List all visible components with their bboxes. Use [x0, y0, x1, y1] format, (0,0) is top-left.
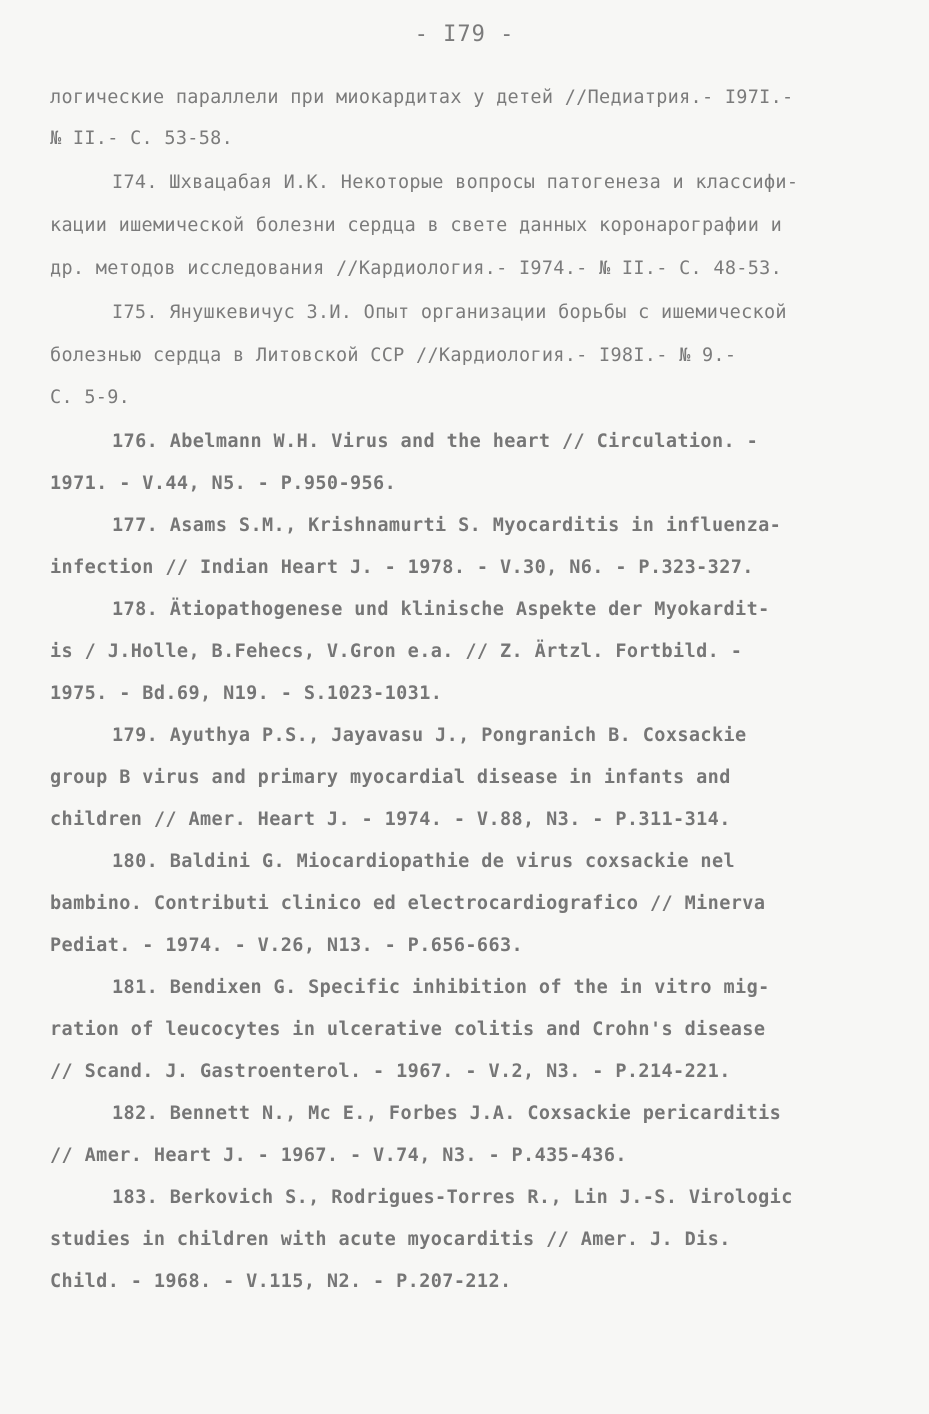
text-line: 1971. - V.44, N5. - P.950-956.	[50, 473, 397, 494]
text-line: group B virus and primary myocardial disease in infants and	[50, 767, 731, 788]
ref-181-line: 181. Bendixen G. Specific inhibition of the in vitro mig-	[112, 977, 770, 998]
ref-182-line: 182. Bennett N., Mc E., Forbes J.A. Coxsackie pericarditis	[112, 1103, 782, 1124]
page-number: - I79 -	[414, 22, 515, 47]
text-line: is / J.Holle, B.Fehecs, V.Gron e.a. // Z. Ärtzl. Fortbild. -	[50, 641, 743, 662]
text-line: // Amer. Heart J. - 1967. - V.74, N3. - P.435-436.	[50, 1145, 627, 1166]
text-line: С. 5-9.	[50, 387, 131, 408]
text-line: // Scand. J. Gastroenterol. - 1967. - V.2, N3. - P.214-221.	[50, 1061, 731, 1082]
ref-180-line: 180. Baldini G. Miocardiopathie de virus coxsackie nel	[112, 851, 736, 872]
ref-179-line: 179. Ayuthya P.S., Jayavasu J., Pongranich B. Coxsackie	[112, 725, 747, 746]
text-line: Child. - 1968. - V.115, N2. - P.207-212.	[50, 1271, 512, 1292]
text-line: infection // Indian Heart J. - 1978. - V.30, N6. - P.323-327.	[50, 557, 754, 578]
text-line: кации ишемической болезни сердца в свете данных коронарографии и	[50, 215, 783, 236]
ref-175-line: I75. Янушкевичус З.И. Опыт организации борьбы с ишемической	[112, 302, 787, 323]
text-line: др. методов исследования //Кардиология.- I974.- № II.- С. 48-53.	[50, 258, 783, 279]
ref-183-line: 183. Berkovich S., Rodrigues-Torres R., Lin J.-S. Virologic	[112, 1187, 793, 1208]
text-line: ration of leucocytes in ulcerative colitis and Crohn's disease	[50, 1019, 766, 1040]
ref-177-line: 177. Asams S.M., Krishnamurti S. Myocarditis in influenza-	[112, 515, 782, 536]
text-line: 1975. - Bd.69, N19. - S.1023-1031.	[50, 683, 443, 704]
ref-176-line: 176. Abelmann W.H. Virus and the heart // Circulation. -	[112, 431, 759, 452]
text-line: Pediat. - 1974. - V.26, N13. - P.656-663.	[50, 935, 524, 956]
ref-178-line: 178. Ätiopathogenese und klinische Aspekte der Myokardit-	[112, 599, 770, 620]
text-line: studies in children with acute myocarditis // Amer. J. Dis.	[50, 1229, 731, 1250]
text-line: болезнью сердца в Литовской ССР //Кардиология.- I98I.- № 9.-	[50, 345, 737, 366]
text-line: children // Amer. Heart J. - 1974. - V.88, N3. - P.311-314.	[50, 809, 731, 830]
text-line: bambino. Contributi clinico ed electrocardiografico // Minerva	[50, 893, 766, 914]
text-line: № II.- С. 53-58.	[50, 128, 234, 149]
ref-174-line: I74. Шхвацабая И.К. Некоторые вопросы патогенеза и классифи-	[112, 172, 799, 193]
text-line: логические параллели при миокардитах у детей //Педиатрия.- I97I.-	[50, 87, 794, 108]
